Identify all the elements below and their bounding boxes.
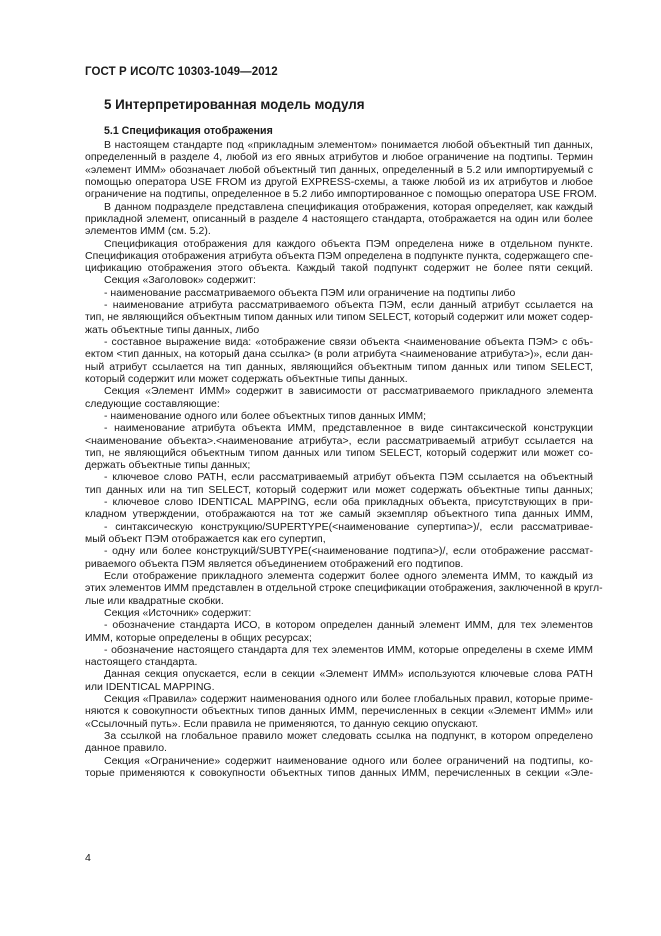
subsection-title: 5.1 Спецификация отображения (104, 125, 273, 137)
text-line: кладном утверждении, отображаются на тот же самый экземпляр объектного типа данных ИММ, (85, 508, 593, 521)
text-line: - ключевое слово PATH, если рассматриваемый атрибут объекта ПЭМ ссылается на объектный (104, 471, 593, 484)
text-line: - ключевое слово IDENTICAL MAPPING, если оба прикладных объекта, присутствующих в при- (104, 496, 593, 509)
text-line: тип данных или на тип SELECT, который содержит или может содержать объектные типы данных; (85, 483, 593, 496)
text-line: или IDENTICAL MAPPING. (85, 680, 215, 693)
text-line: помощью оператора USE FROM из другой EXPRESS-схемы, а также любой из их атрибутов и любое (85, 175, 593, 188)
text-line: тип, не являющийся объектным типом данных или типом SELECT, который содержит или может со- (85, 446, 593, 459)
text-line: Если отображение прикладного элемента содержит более одного элемента ИММ, то каждый из (104, 569, 593, 582)
text-line: мый объект ПЭМ отображается как его супертип, (85, 533, 326, 545)
text-line: Секция «Заголовок» содержит: (104, 274, 256, 287)
text-line: лые или квадратные скобки. (85, 594, 224, 607)
text-line: - наименование атрибута рассматриваемого объекта ПЭМ, если данный атрибут ссылается на (104, 299, 593, 312)
text-line: цификацию отображения этого объекта. Каждый такой подпункт содержит не более пяти секций. (85, 262, 593, 275)
text-line: Данная секция опускается, если в секции «Элемент ИММ» используются ключевые слова PATH (104, 668, 593, 681)
text-line: тип, не являющийся объектным типом данных или типом SELECT, который содержит или может содер- (85, 311, 593, 324)
text-line: следующие составляющие: (85, 397, 220, 410)
text-line: торые применяются к совокупности объектных типов данных ИММ, перечисленных в секции «Эле- (85, 766, 593, 779)
text-line: За ссылкой на глобальное правило может следовать ссылка на подпункт, в котором определено (104, 730, 593, 742)
document-header: ГОСТ Р ИСО/ТС 10303-1049—2012 (85, 66, 278, 78)
text-line: Спецификация отображения для каждого объекта ПЭМ определена ниже в отдельном пункте. (104, 237, 593, 250)
text-line: прикладной элемент, описанный в разделе 4 настоящего стандарта, отображается на один или более (85, 212, 593, 225)
text-line: - наименование рассматриваемого объекта ПЭМ или ограничение на подтипы либо (104, 286, 516, 299)
text-line: - обозначение стандарта ИСО, в котором определен данный элемент ИММ, для тех элементов (104, 619, 593, 632)
text-line: ограничение на подтипы, определенное в 5.2 либо импортированное с помощью оператора USE FROM. (85, 188, 597, 201)
text-line: риваемого объекта ПЭМ является объединением отображений его подтипов. (85, 557, 464, 570)
text-line: настоящего стандарта. (85, 656, 198, 669)
text-line: «Ссылочный путь». Если правила не применяются, то данную секцию опускают. (85, 717, 479, 730)
text-line: - одну или более конструкций/SUBTYPE(<наименование подтипа>)/, если отображение рассмат- (104, 545, 593, 558)
text-line: элементов ИММ (см. 5.2). (85, 225, 211, 238)
text-line: Секция «Источник» содержит: (104, 606, 252, 619)
text-line: - наименование атрибута объекта ИММ, представленное в виде синтаксической конструкции (104, 422, 593, 435)
text-line: - синтаксическую конструкцию/SUPERTYPE(<наименование супертипа>)/, если рассматривае- (104, 520, 593, 533)
text-line: Секция «Ограничение» содержит наименование одного или более ограничений на подтипы, ко- (104, 754, 593, 767)
text-line: - составное выражение вида: «отображение связи объекта <наименование объекта ПЭМ> с объ- (104, 336, 593, 348)
text-line: «элемент ИММ» обозначает любой объектный тип данных, определенный в 5.2 или импортируемый с (85, 163, 593, 176)
text-line: - обозначение настоящего стандарта для тех элементов ИММ, которые определены в схеме ИММ (104, 643, 593, 656)
text-line: ектом <тип данных, на который дана ссылка> (в роли атрибута <наименование атрибута>)», если дан- (85, 348, 593, 361)
text-line: этих элементов ИММ представлен в отдельной строке спецификации отображения, заключенной в кругл- (85, 582, 603, 595)
text-line: В настоящем стандарте под «прикладным элементом» понимается любой объектный тип данных, (104, 139, 593, 151)
text-line: определенный в разделе 4, любой из его явных атрибутов и любое ограничение на подтипы. Термин (85, 151, 593, 164)
page-number: 4 (85, 852, 91, 864)
text-line: данное правило. (85, 742, 167, 755)
text-line: - наименование одного или более объектных типов данных ИММ; (104, 409, 427, 422)
text-line: ИММ, которые определены в общих ресурсах; (85, 631, 312, 644)
text-line: жать объектные типы данных, либо (85, 323, 260, 336)
text-line: держать объектные типы данных; (85, 459, 251, 472)
section-title: 5 Интерпретированная модель модуля (104, 97, 365, 112)
body-text (85, 139, 603, 779)
text-line: Секция «Элемент ИММ» содержит в зависимости от рассматриваемого прикладного элемента (104, 385, 593, 398)
text-line: <наименование объекта>.<наименование атрибута>, если рассматриваемый атрибут ссылается на (85, 434, 593, 447)
text-line: няются к совокупности объектных типов данных ИММ, перечисленных в секции «Элемент ИММ» или (85, 705, 593, 718)
text-line: который содержит или может содержать объектные типы данных. (85, 372, 408, 385)
text-line: ный атрибут ссылается на тип данных, являющийся объектным типом данных или типом SELECT, (85, 360, 593, 373)
text-line: В данном подразделе представлена спецификация отображения, которая определяет, как каждый (104, 200, 593, 213)
text-line: Спецификация отображения атрибута объекта ПЭМ определена в подпункте пункта, содержащего спе- (85, 249, 593, 262)
text-line: Секция «Правила» содержит наименования одного или более глобальных правил, которые приме- (104, 693, 593, 706)
